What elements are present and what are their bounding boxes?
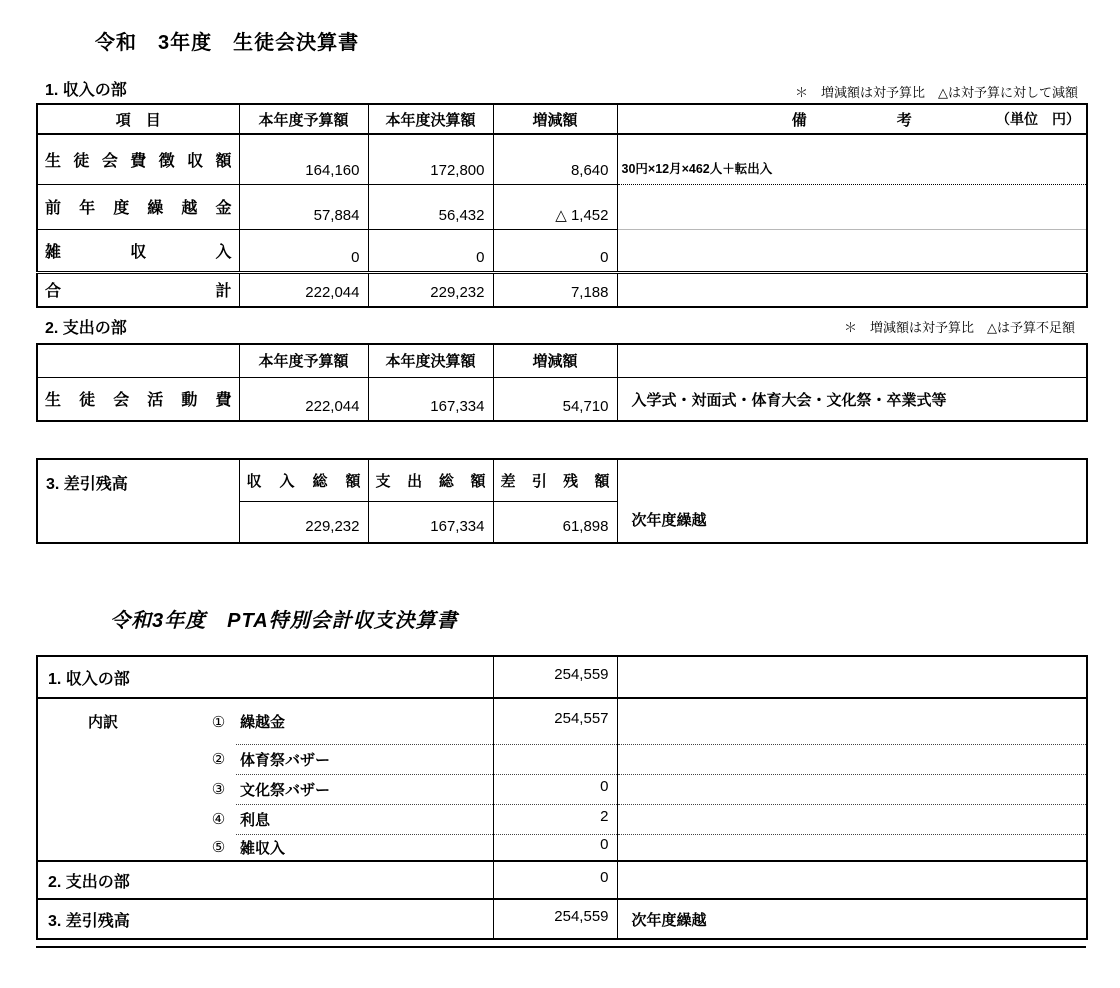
empty-header-cell: [37, 344, 239, 377]
item-value: 2: [493, 804, 617, 834]
actual-value: 167,334: [368, 377, 493, 421]
budget-total: 222,044: [239, 272, 368, 307]
diff-value: 8,640: [493, 134, 617, 184]
item-value: 254,557: [493, 698, 617, 744]
pta-expense-row: [37, 861, 1087, 899]
item-label: 雑 収 入: [37, 229, 239, 272]
item-name: 繰越金: [236, 698, 493, 744]
remark-cell: [617, 698, 1087, 744]
item-number: ②: [211, 751, 226, 768]
pta-balance-total: 254,559: [493, 899, 617, 939]
pta-expense-heading: 2. 支出の部: [37, 861, 493, 899]
pta-breakdown-row: [37, 744, 1087, 774]
table-row: [37, 184, 1087, 229]
remark-cell: [617, 834, 1087, 861]
remark-cell: [617, 184, 1087, 229]
remark-cell: 次年度繰越: [631, 911, 707, 929]
actual-value: 0: [368, 229, 493, 272]
diff-value: 54,710: [493, 377, 617, 421]
remark-cell: [617, 229, 1087, 272]
col-header-budget: 本年度予算額: [239, 344, 368, 377]
doc1-title: 令和 3年度 生徒会決算書: [95, 32, 360, 54]
remark-cell: 入学式・対面式・体育大会・文化祭・卒業式等: [617, 377, 1087, 421]
income-table: [36, 103, 1088, 308]
table-bottom-rule: [36, 946, 1086, 948]
doc2-title: 令和3年度 PTA特別会計収支決算書: [110, 610, 458, 632]
pta-breakdown-row: [37, 698, 1087, 744]
remark-cell: [617, 774, 1087, 804]
section1-note: ＊ 増減額は対予算比 △は対予算に対して減額: [795, 85, 1078, 100]
pta-breakdown-row: [37, 834, 1087, 861]
item-value: [493, 744, 617, 774]
actual-value: 172,800: [368, 134, 493, 184]
remark-cell: [617, 656, 1087, 698]
table-row: [37, 377, 1087, 421]
budget-value: 57,884: [239, 184, 368, 229]
col-header-actual: 本年度決算額: [368, 104, 493, 134]
item-number: ④: [211, 811, 226, 828]
item-number: ③: [211, 781, 226, 798]
total-label: 合 計: [37, 272, 239, 307]
col-header-item: 項 目: [37, 104, 239, 134]
empty-cell: [37, 834, 201, 861]
pta-income-total: 254,559: [493, 656, 617, 698]
empty-cell: [37, 774, 201, 804]
col-header-diff: 増減額: [493, 344, 617, 377]
col-header-budget: 本年度予算額: [239, 104, 368, 134]
item-value: 0: [493, 834, 617, 861]
pta-breakdown-row: [37, 774, 1087, 804]
col-header-income-total: 収 入 総 額: [239, 459, 368, 501]
section1-heading: 1. 収入の部: [45, 82, 127, 99]
item-label: 生 徒 会 費 徴 収 額: [37, 134, 239, 184]
total-row: [37, 272, 1087, 307]
income-total-value: 229,232: [239, 501, 368, 543]
expenditure-table: [36, 343, 1088, 422]
remark-cell: [617, 861, 1087, 899]
pta-expense-total: 0: [493, 861, 617, 899]
item-name: 雑収入: [236, 834, 493, 861]
item-value: 0: [493, 774, 617, 804]
empty-cell: [37, 804, 201, 834]
budget-value: 0: [239, 229, 368, 272]
expenditure-header-row: [37, 344, 1087, 377]
item-name: 体育祭バザー: [236, 744, 493, 774]
item-label: 前 年 度 繰 越 金: [37, 184, 239, 229]
pta-income-heading: 1. 収入の部: [37, 656, 493, 698]
diff-value: △ 1,452: [493, 184, 617, 229]
remark-cell: [617, 272, 1087, 307]
balance-table: [36, 458, 1088, 544]
table-row: [37, 229, 1087, 272]
empty-header-cell: [617, 344, 1087, 377]
section3-heading: 3. 差引残高: [37, 459, 239, 543]
balance-value: 61,898: [493, 501, 617, 543]
col-header-diff: 増減額: [493, 104, 617, 134]
item-name: 文化祭バザー: [236, 774, 493, 804]
col-header-actual: 本年度決算額: [368, 344, 493, 377]
col-header-expense-total: 支 出 総 額: [368, 459, 493, 501]
item-number: ①: [211, 713, 226, 731]
table-row: [37, 134, 1087, 184]
balance-header-row: [37, 459, 1087, 501]
item-label: 生 徒 会 活 動 費: [37, 377, 239, 421]
breakdown-label: 内訳: [88, 714, 119, 731]
income-header-row: [37, 104, 1087, 134]
actual-total: 229,232: [368, 272, 493, 307]
section2-note: ＊ 増減額は対予算比 △は予算不足額: [844, 320, 1075, 335]
diff-value: 0: [493, 229, 617, 272]
pta-balance-heading: 3. 差引残高: [48, 912, 130, 930]
col-header-balance-total: 差 引 残 額: [493, 459, 617, 501]
item-number: ⑤: [201, 834, 236, 861]
diff-total: 7,188: [493, 272, 617, 307]
remark-cell: 次年度繰越: [617, 459, 1087, 543]
col-header-remark: [617, 104, 1087, 134]
section2-heading: 2. 支出の部: [45, 320, 127, 337]
remark-cell: [617, 804, 1087, 834]
item-name: 利息: [236, 804, 493, 834]
actual-value: 56,432: [368, 184, 493, 229]
remark-header-label: 備 考: [791, 111, 912, 129]
budget-value: 164,160: [239, 134, 368, 184]
pta-balance-row: [37, 899, 1087, 939]
empty-cell: [37, 744, 201, 774]
unit-label: （単位 円）: [996, 111, 1080, 127]
expense-total-value: 167,334: [368, 501, 493, 543]
budget-value: 222,044: [239, 377, 368, 421]
pta-income-row: [37, 656, 1087, 698]
remark-cell: [617, 744, 1087, 774]
pta-account-table: [36, 655, 1088, 940]
remark-cell: 30円×12月×462人＋転出入: [617, 134, 1087, 184]
pta-breakdown-row: [37, 804, 1087, 834]
